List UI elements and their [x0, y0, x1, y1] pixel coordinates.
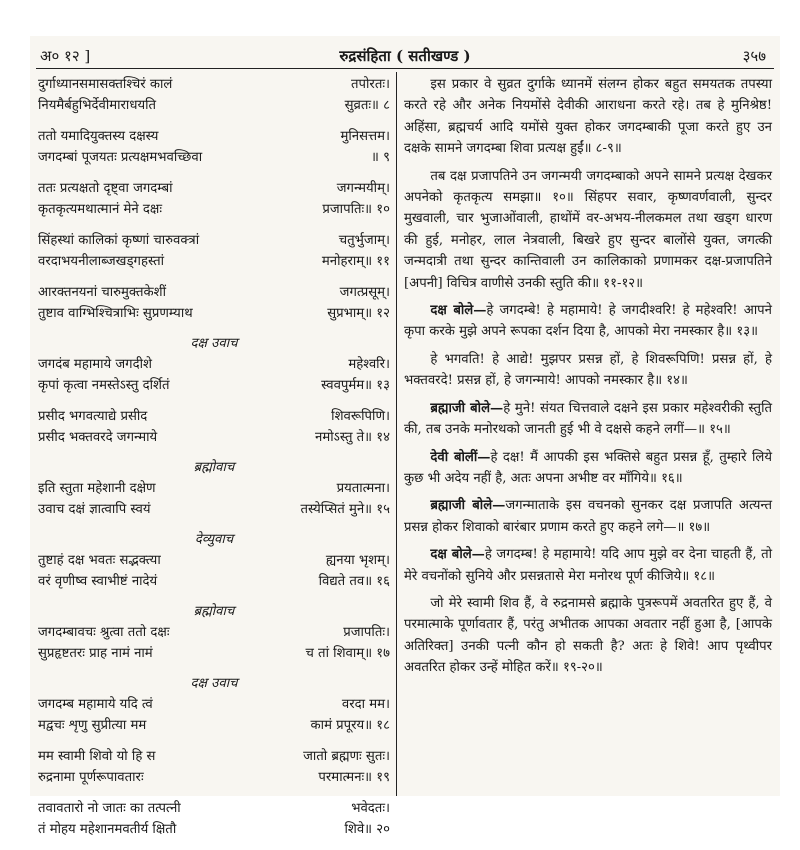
verse-text: प्रसीद भक्तवरदे जगन्माये — [38, 430, 158, 445]
page-header — [30, 44, 780, 70]
verse-text-end: प्रयतात्मना। — [336, 481, 390, 496]
speaker-heading: देव्युवाच — [194, 532, 234, 547]
verse-text: तुष्टाव वाग्भिश्चित्राभिः सुप्रणम्याथ — [38, 306, 193, 321]
verse-text-end: प्रजापतिः॥ १० — [322, 202, 390, 217]
verse-text-end: चतुर्भुजाम्। — [338, 233, 390, 248]
header-rule — [36, 68, 774, 69]
verse-line — [38, 622, 390, 643]
sanskrit-column — [38, 74, 390, 850]
verse-text-end: तपोरतः। — [351, 77, 390, 92]
speaker-label: ब्रह्माजी बोले— — [430, 498, 506, 514]
speaker-label: देवी बोलीं— — [430, 449, 491, 465]
verse-text-end: मुनिसत्तम। — [340, 129, 390, 144]
speaker-heading: ब्रह्मोवाच — [193, 604, 235, 619]
verse-text-end: जगन्मयीम्। — [336, 181, 390, 196]
verse-line — [38, 427, 390, 448]
verse-text: रुद्रनामा पूर्णरूपावतारः — [38, 770, 144, 785]
verse-text: ततो यमादियुक्तस्य दक्षस्य — [38, 129, 159, 144]
verse-text: तं मोहय महेशानमवतीर्य क्षितौ — [38, 822, 177, 837]
paragraph-text: हे दक्ष! मैं आपकी इस भक्तिसे बहुत प्रसन्न हूँ, तुम्हारे लिये कुछ भी अदेय नहीं है, अतः अपना अभीष्ट वर माँगिये॥ १६॥ — [404, 449, 772, 486]
verse-text: सिंहस्थां कालिकां कृष्णां चारुवक्त्रां — [38, 233, 200, 248]
paragraph-text: इस प्रकार वे सुव्रत दुर्गाके ध्यानमें संलग्न होकर बहुत समयतक तपस्या करते रहे और अनेक नियमोंसे देवीकी आराधना करते रहे। तब हे मुनिश्रेष्ठ! अहिंसा, ब्रह्मचर्य आदि यमोंसे युक्त होकर जगदम्बाकी पूजा करते हुए उन दक्षके सामने जगदम्बा शिवा प्रत्यक्ष हुईं॥ ८-९॥ — [404, 77, 772, 157]
verse-text-end: महेश्वरि। — [348, 357, 390, 372]
verse-text-end: शिवे॥ २० — [344, 822, 390, 837]
verse-text: वरदाभयनीलाब्जखड्गहस्तां — [38, 254, 165, 269]
speaker-label: दक्ष बोले— — [430, 303, 487, 319]
verse-line — [38, 406, 390, 427]
verse-line — [38, 282, 390, 303]
verse-text: जगदंब महामाये जगदीशे — [38, 357, 152, 372]
verse-line — [38, 819, 390, 840]
verse-text: मद्वचः शृणु सुप्रीत्या मम — [38, 718, 147, 733]
verse-text-end: वरदा मम। — [341, 697, 390, 712]
paragraph-text: हे मुने! संयत चित्तवाले दक्षने इस प्रकार महेश्वरीकी स्तुति की, तब उनके मनोरथको जानती हुई भी वे दक्षसे कहने लगीं—॥ १५॥ — [404, 400, 773, 438]
verse-line — [38, 199, 390, 220]
translation-paragraph — [404, 166, 772, 294]
speaker-heading: दक्ष उवाच — [190, 676, 238, 691]
verse-line — [38, 303, 390, 324]
verse-line — [38, 643, 390, 664]
verse-line — [38, 499, 390, 520]
verse-text: प्रसीद भगवत्याद्ये प्रसीद — [38, 409, 148, 424]
verse-text: तुष्टाहं दक्ष भवतः सद्भक्त्या — [38, 553, 161, 568]
verse-text: जगदम्बावचः श्रुत्वा ततो दक्षः — [38, 625, 170, 640]
verse-text-end: जगत्प्रसूम्। — [339, 285, 390, 300]
verse-text: नियमैर्बहुभिर्देवीमाराधयति — [38, 98, 157, 113]
verse-line — [38, 715, 390, 736]
verse-text-end: प्रजापतिः। — [343, 625, 390, 640]
verse-text: वरं वृणीष्व स्वाभीष्टं नादेयं — [38, 574, 158, 589]
paragraph-text: हे जगदम्बे! हे महामाये! हे जगदीश्वरि! हे महेश्वरि! आपने कृपा करके मुझे अपने रूपका दर्शन दिया है, आपको मेरा नमस्कार है॥ १३॥ — [404, 303, 772, 340]
running-title: रुद्रसंहिता ( सतीखण्ड ) — [339, 47, 471, 65]
verse-line — [38, 375, 390, 396]
verse-text: कृतकृत्यमथात्मानं मेने दक्षः — [38, 202, 163, 217]
verse-line — [38, 550, 390, 571]
speaker-heading: दक्ष उवाच — [190, 336, 238, 351]
translation-paragraph — [404, 544, 772, 587]
verse-text: तवावतारो नो जातः का तत्पत्नी — [38, 801, 181, 816]
verse-text-end: नमोऽस्तु ते॥ १४ — [315, 430, 390, 445]
translation-paragraph — [404, 349, 772, 392]
verse-text: सुप्रहृष्टतरः प्राह नामं नामं — [38, 646, 153, 661]
column-divider — [396, 72, 397, 796]
paragraph-text: हे जगदम्ब! हे महामाये! यदि आप मुझे वर देना चाहती हैं, तो मेरे वचनोंको सुनिये और प्रसन्नतासे मेरा मनोरथ पूर्ण कीजिये॥ १८॥ — [404, 547, 773, 584]
verse-text-end: तस्येप्सितं मुने॥ १५ — [300, 502, 390, 517]
translation-paragraph — [404, 447, 772, 490]
verse-line — [38, 746, 390, 767]
chapter-marker: अ० १२ ] — [40, 47, 91, 65]
verse-text-end: ॥ ९ — [371, 150, 390, 165]
hindi-translation-column — [404, 74, 772, 679]
speaker-label: दक्ष बोले— — [430, 547, 485, 563]
book-page — [30, 36, 780, 837]
verse-text: दुर्गाध्यानसमासक्तश्चिरं कालं — [38, 77, 173, 92]
translation-paragraph — [404, 495, 772, 538]
verse-line — [38, 126, 390, 147]
verse-text: उवाच दक्षं ज्ञात्वापि स्वयं — [38, 502, 151, 517]
verse-text: मम स्वामी शिवो यो हि स — [38, 749, 156, 764]
translation-paragraph — [404, 593, 772, 679]
verse-text-end: भवेदतः। — [351, 801, 390, 816]
speaker-label: ब्रह्माजी बोले— — [430, 400, 504, 416]
speaker-heading: ब्रह्मोवाच — [193, 460, 235, 475]
verse-text: जगदम्ब महामाये यदि त्वं — [38, 697, 153, 712]
verse-text: आरक्तनयनां चारुमुक्तकेशीं — [38, 285, 167, 300]
translation-paragraph — [404, 398, 772, 441]
verse-line — [38, 694, 390, 715]
verse-line — [38, 147, 390, 168]
verse-text-end: सुव्रतः॥ ८ — [344, 98, 390, 113]
translation-paragraph — [404, 300, 772, 343]
verse-text-end: कामं प्रपूरय॥ १८ — [310, 718, 390, 733]
verse-line — [38, 798, 390, 819]
verse-text-end: सुप्रभाम्॥ १२ — [327, 306, 390, 321]
verse-text: ततः प्रत्यक्षतो दृष्ट्वा जगदम्बां — [38, 181, 173, 196]
verse-line — [38, 478, 390, 499]
verse-text-end: मनोहराम्॥ ११ — [321, 254, 390, 269]
verse-line — [38, 95, 390, 116]
paragraph-text: हे भगवति! हे आद्ये! मुझपर प्रसन्न हों, हे शिवरूपिणि! प्रसन्न हों, हे भक्तवरदे! प्रसन्न हों, हे जगन्माये! आपको नमस्कार है॥ १४॥ — [404, 351, 772, 389]
verse-text-end: शिवरूपिणि। — [331, 409, 390, 424]
verse-line — [38, 571, 390, 592]
paragraph-text: तब दक्ष प्रजापतिने उन जगन्मयी जगदम्बाको अपने सामने प्रत्यक्ष देखकर अपनेको कृतकृत्य समझा॥ १०॥ सिंहपर सवार, कृष्णवर्णवाली, सुन्दर मुखवाली, चार भुजाओंवाली, हाथोंमें वर-अभय-नीलकमल तथा खड्ग धारण की हुई, मनोहर, लाल नेत्रवाली, बिखरे हुए सुन्दर बालोंसे युक्त, जगत्की जन्मदात्री तथा सुन्दर कान्तिवाली उन कालिकाको प्रणामकर दक्ष-प्रजापतिने [अपनी] विचित्र वाणीसे उनकी स्तुति की॥ ११-१२॥ — [404, 168, 772, 291]
verse-text-end: स्ववपुर्मम॥ १३ — [321, 378, 390, 393]
verse-line — [38, 230, 390, 251]
verse-line — [38, 178, 390, 199]
paragraph-text: जगन्माताके इस वचनको सुनकर दक्ष प्रजापति अत्यन्त प्रसन्न होकर शिवाको बारंबार प्रणाम करते हुए कहने लगे—॥ १७॥ — [404, 498, 773, 535]
verse-text: इति स्तुता महेशानी दक्षेण — [38, 481, 156, 496]
verse-text-end: ह्यनया भृशम्। — [325, 553, 390, 568]
verse-text-end: विद्यते तव॥ १६ — [318, 574, 390, 589]
verse-text: कृपां कृत्वा नमस्तेऽस्तु दर्शितं — [38, 378, 170, 393]
verse-line — [38, 251, 390, 272]
verse-line — [38, 354, 390, 375]
paragraph-text: जो मेरे स्वामी शिव हैं, वे रुद्रनामसे ब्रह्माके पुत्ररूपमें अवतरित हुए हैं, वे परमात्माके पूर्णावतार हैं, परंतु अभीतक आपका अवतार नहीं हुआ है, [आपके अतिरिक्त] उनकी पत्नी कौन हो सकती है? अतः हे शिवे! आप पृथ्वीपर अवतरित होकर उन्हें मोहित करें॥ १९-२०॥ — [404, 595, 772, 676]
verse-line — [38, 767, 390, 788]
verse-line — [38, 74, 390, 95]
translation-paragraph — [404, 74, 772, 160]
verse-text-end: परमात्मनः॥ १९ — [318, 770, 390, 785]
verse-text-end: च तां शिवाम्॥ १७ — [305, 646, 390, 661]
page-number: ३५७ — [742, 47, 766, 65]
verse-text-end: जातो ब्रह्मणः सुतः। — [303, 749, 390, 764]
verse-text: जगदम्बां पूजयतः प्रत्यक्षमभवच्छिवा — [38, 150, 203, 165]
